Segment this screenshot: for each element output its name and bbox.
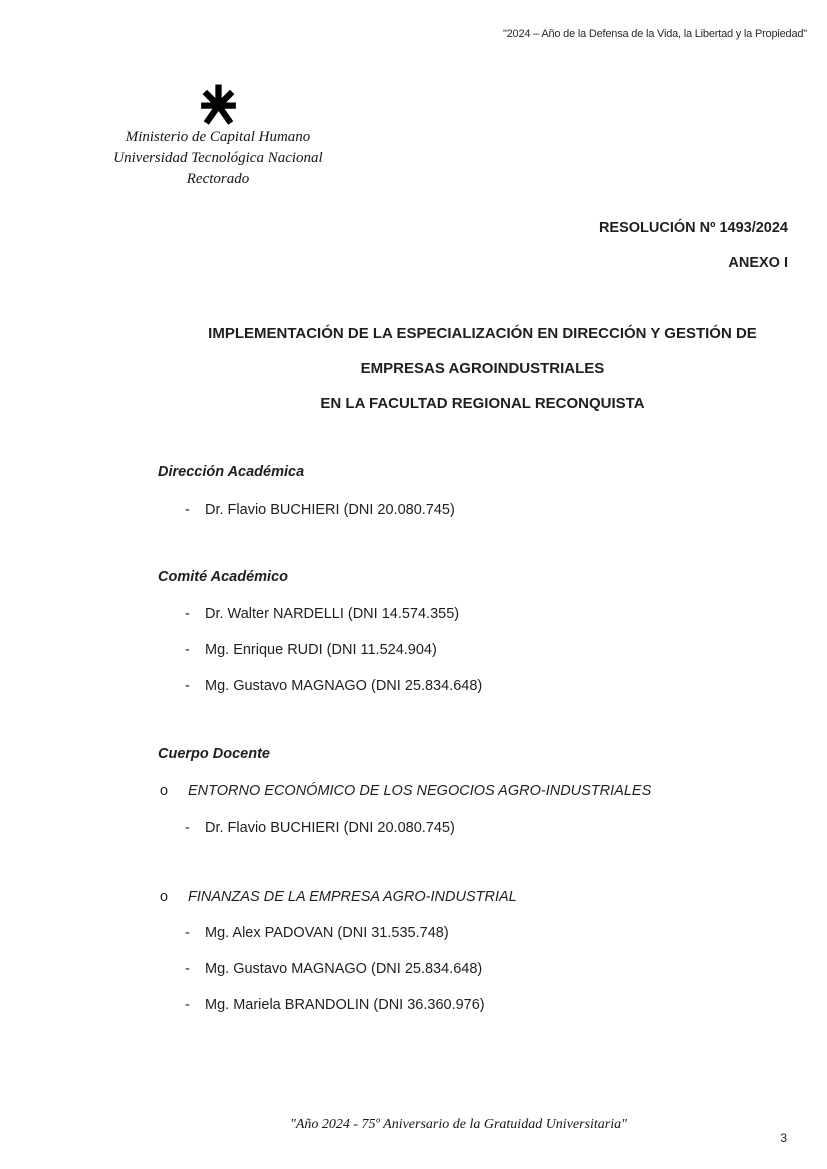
letterhead	[98, 84, 338, 190]
member-item	[185, 679, 482, 694]
section-heading-comite-academico: Comité Académico	[158, 569, 288, 585]
member-name: Dr. Walter NARDELLI (DNI 14.574.355)	[205, 606, 460, 622]
section-heading-cuerpo-docente: Cuerpo Docente	[158, 746, 270, 762]
course-item	[160, 890, 517, 905]
dash-bullet: -	[185, 502, 190, 518]
member-name: Mg. Gustavo MAGNAGO (DNI 25.834.648)	[205, 961, 483, 977]
course-item	[160, 784, 651, 799]
ministry-line-3: Rectorado	[186, 171, 250, 187]
dash-bullet: -	[185, 606, 190, 622]
course-name: FINANZAS DE LA EMPRESA AGRO-INDUSTRIAL	[188, 889, 517, 905]
dash-bullet: -	[185, 820, 190, 836]
section-heading-direccion-academica: Dirección Académica	[158, 464, 305, 480]
document-title-line-1: IMPLEMENTACIÓN DE LA ESPECIALIZACIÓN EN DIRECCIÓN Y GESTIÓN DE	[208, 325, 757, 342]
resolution-block	[599, 221, 788, 271]
member-name: Mg. Enrique RUDI (DNI 11.524.904)	[205, 642, 437, 658]
dash-bullet: -	[185, 678, 190, 694]
dash-bullet: -	[185, 925, 190, 941]
member-item	[185, 926, 449, 941]
member-name: Dr. Flavio BUCHIERI (DNI 20.080.745)	[205, 502, 455, 518]
ministry-line-1: Ministerio de Capital Humano	[125, 129, 311, 145]
circle-bullet: o	[160, 889, 169, 905]
course-name: ENTORNO ECONÓMICO DE LOS NEGOCIOS AGRO-INDUSTRIALES	[188, 783, 652, 799]
member-item	[185, 607, 459, 622]
member-item	[185, 962, 482, 977]
document-title-line-3: EN LA FACULTAD REGIONAL RECONQUISTA	[320, 395, 645, 412]
member-item	[185, 821, 455, 836]
member-item	[185, 503, 455, 518]
page-number: 3	[780, 1131, 787, 1145]
document-title	[158, 326, 807, 431]
member-name: Mg. Alex PADOVAN (DNI 31.535.748)	[205, 925, 449, 941]
dash-bullet: -	[185, 997, 190, 1013]
member-name: Dr. Flavio BUCHIERI (DNI 20.080.745)	[205, 820, 455, 836]
utn-logo-icon	[200, 84, 237, 125]
member-name: Mg. Gustavo MAGNAGO (DNI 25.834.648)	[205, 678, 483, 694]
resolution-number: RESOLUCIÓN Nº 1493/2024	[598, 220, 788, 236]
dash-bullet: -	[185, 642, 190, 658]
footer-quote: "Año 2024 - 75º Aniversario de la Gratuidad Universitaria"	[289, 1117, 628, 1132]
member-item	[185, 643, 437, 658]
member-item	[185, 998, 485, 1013]
annex-label: ANEXO I	[728, 255, 788, 271]
header-quote: "2024 – Año de la Defensa de la Vida, la Libertad y la Propiedad"	[502, 28, 807, 40]
circle-bullet: o	[160, 783, 169, 799]
dash-bullet: -	[185, 961, 190, 977]
member-name: Mg. Mariela BRANDOLIN (DNI 36.360.976)	[205, 997, 485, 1013]
ministry-line-2: Universidad Tecnológica Nacional	[113, 150, 323, 166]
document-title-line-2: EMPRESAS AGROINDUSTRIALES	[360, 360, 605, 377]
